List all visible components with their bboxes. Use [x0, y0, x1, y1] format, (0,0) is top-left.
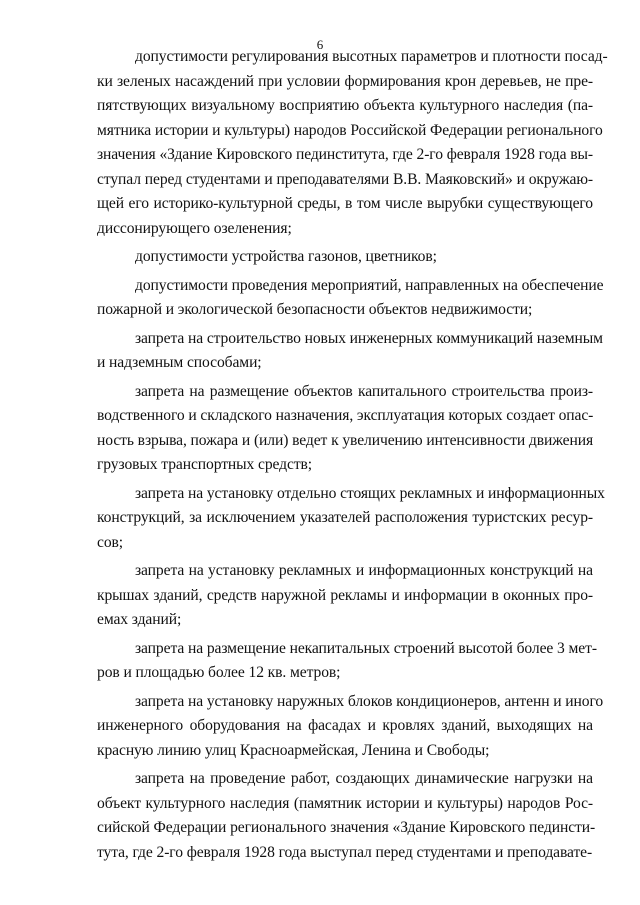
text-line: допустимости устройства газонов, цветников;	[135, 248, 437, 265]
text-line: ступал перед студентами и преподавателями В.В. Маяковский» и окружаю-	[97, 170, 593, 188]
text-line: ки зеленых насаждений при условии формирования крон деревьев, не пре-	[97, 72, 593, 90]
paragraph	[97, 380, 593, 478]
text-line: емах зданий;	[97, 611, 182, 628]
text-line: ность взрыва, пожара и (или) ведет к увеличению интенсивности движения	[97, 431, 594, 449]
paragraph	[97, 637, 597, 686]
text-line: запрета на установку наружных блоков кондиционеров, антенн и иного	[135, 692, 604, 710]
text-line: инженерного оборудования на фасадах и кровлях зданий, выходящих на	[97, 717, 593, 734]
text-line: допустимости проведения мероприятий, направленных на обеспечение	[135, 276, 604, 294]
paragraph	[97, 482, 605, 556]
text-line: тута, где 2-го февраля 1928 года выступал перед студентами и преподавате-	[97, 843, 593, 861]
text-line: красную линию улиц Красноармейская, Ленина и Свободы;	[97, 741, 490, 759]
paragraph	[97, 45, 608, 241]
page-number: 6	[316, 37, 324, 52]
text-line: сов;	[97, 533, 124, 551]
paragraph	[97, 274, 604, 323]
text-line: водственного и складского назначения, эксплуатация которых создает опас-	[97, 407, 594, 424]
paragraph	[97, 245, 593, 270]
text-line: запрета на установку рекламных и информационных конструкций на	[135, 562, 593, 579]
text-line: допустимости регулирования высотных параметров и плотности посад-	[135, 48, 608, 65]
text-line: запрета на установку отдельно стоящих рекламных и информационных	[135, 484, 605, 502]
text-line: запрета на проведение работ, создающих динамические нагрузки на	[135, 770, 593, 787]
text-line: значения «Здание Кировского пединститута, где 2-го февраля 1928 года вы-	[97, 146, 593, 163]
text-line: запрета на размещение некапитальных строений высотой более 3 мет-	[135, 639, 597, 657]
document-body	[97, 45, 608, 865]
text-line: сийской Федерации регионального значения «Здание Кировского пединсти-	[97, 819, 596, 836]
text-line: ров и площадью более 12 кв. метров;	[97, 664, 341, 681]
text-line: запрета на размещение объектов капитального строительства произ-	[135, 382, 593, 400]
paragraph	[97, 767, 596, 865]
text-line: крышах зданий, средств наружной рекламы и информации в оконных про-	[97, 586, 593, 604]
text-line: запрета на строительство новых инженерных коммуникаций наземным	[135, 329, 603, 347]
paragraph	[97, 559, 593, 633]
text-line: конструкций, за исключением указателей расположения туристских ресур-	[97, 509, 593, 526]
text-line: грузовых транспортных средств;	[97, 456, 313, 473]
text-line: пятствующих визуальному восприятию объекта культурного наследия (па-	[97, 97, 593, 114]
text-line: диссонирующего озеленения;	[97, 219, 292, 237]
paragraph	[97, 690, 604, 764]
text-line: и надземным способами;	[97, 354, 262, 371]
text-line: щей его историко-культурной среды, в том числе вырубки существующего	[97, 195, 593, 212]
paragraph	[97, 327, 603, 376]
text-line: объект культурного наследия (памятник истории и культуры) народов Рос-	[97, 794, 593, 812]
text-line: мятника истории и культуры) народов Российской Федерации регионального	[97, 121, 603, 139]
text-line: пожарной и экологической безопасности объектов недвижимости;	[97, 301, 533, 318]
